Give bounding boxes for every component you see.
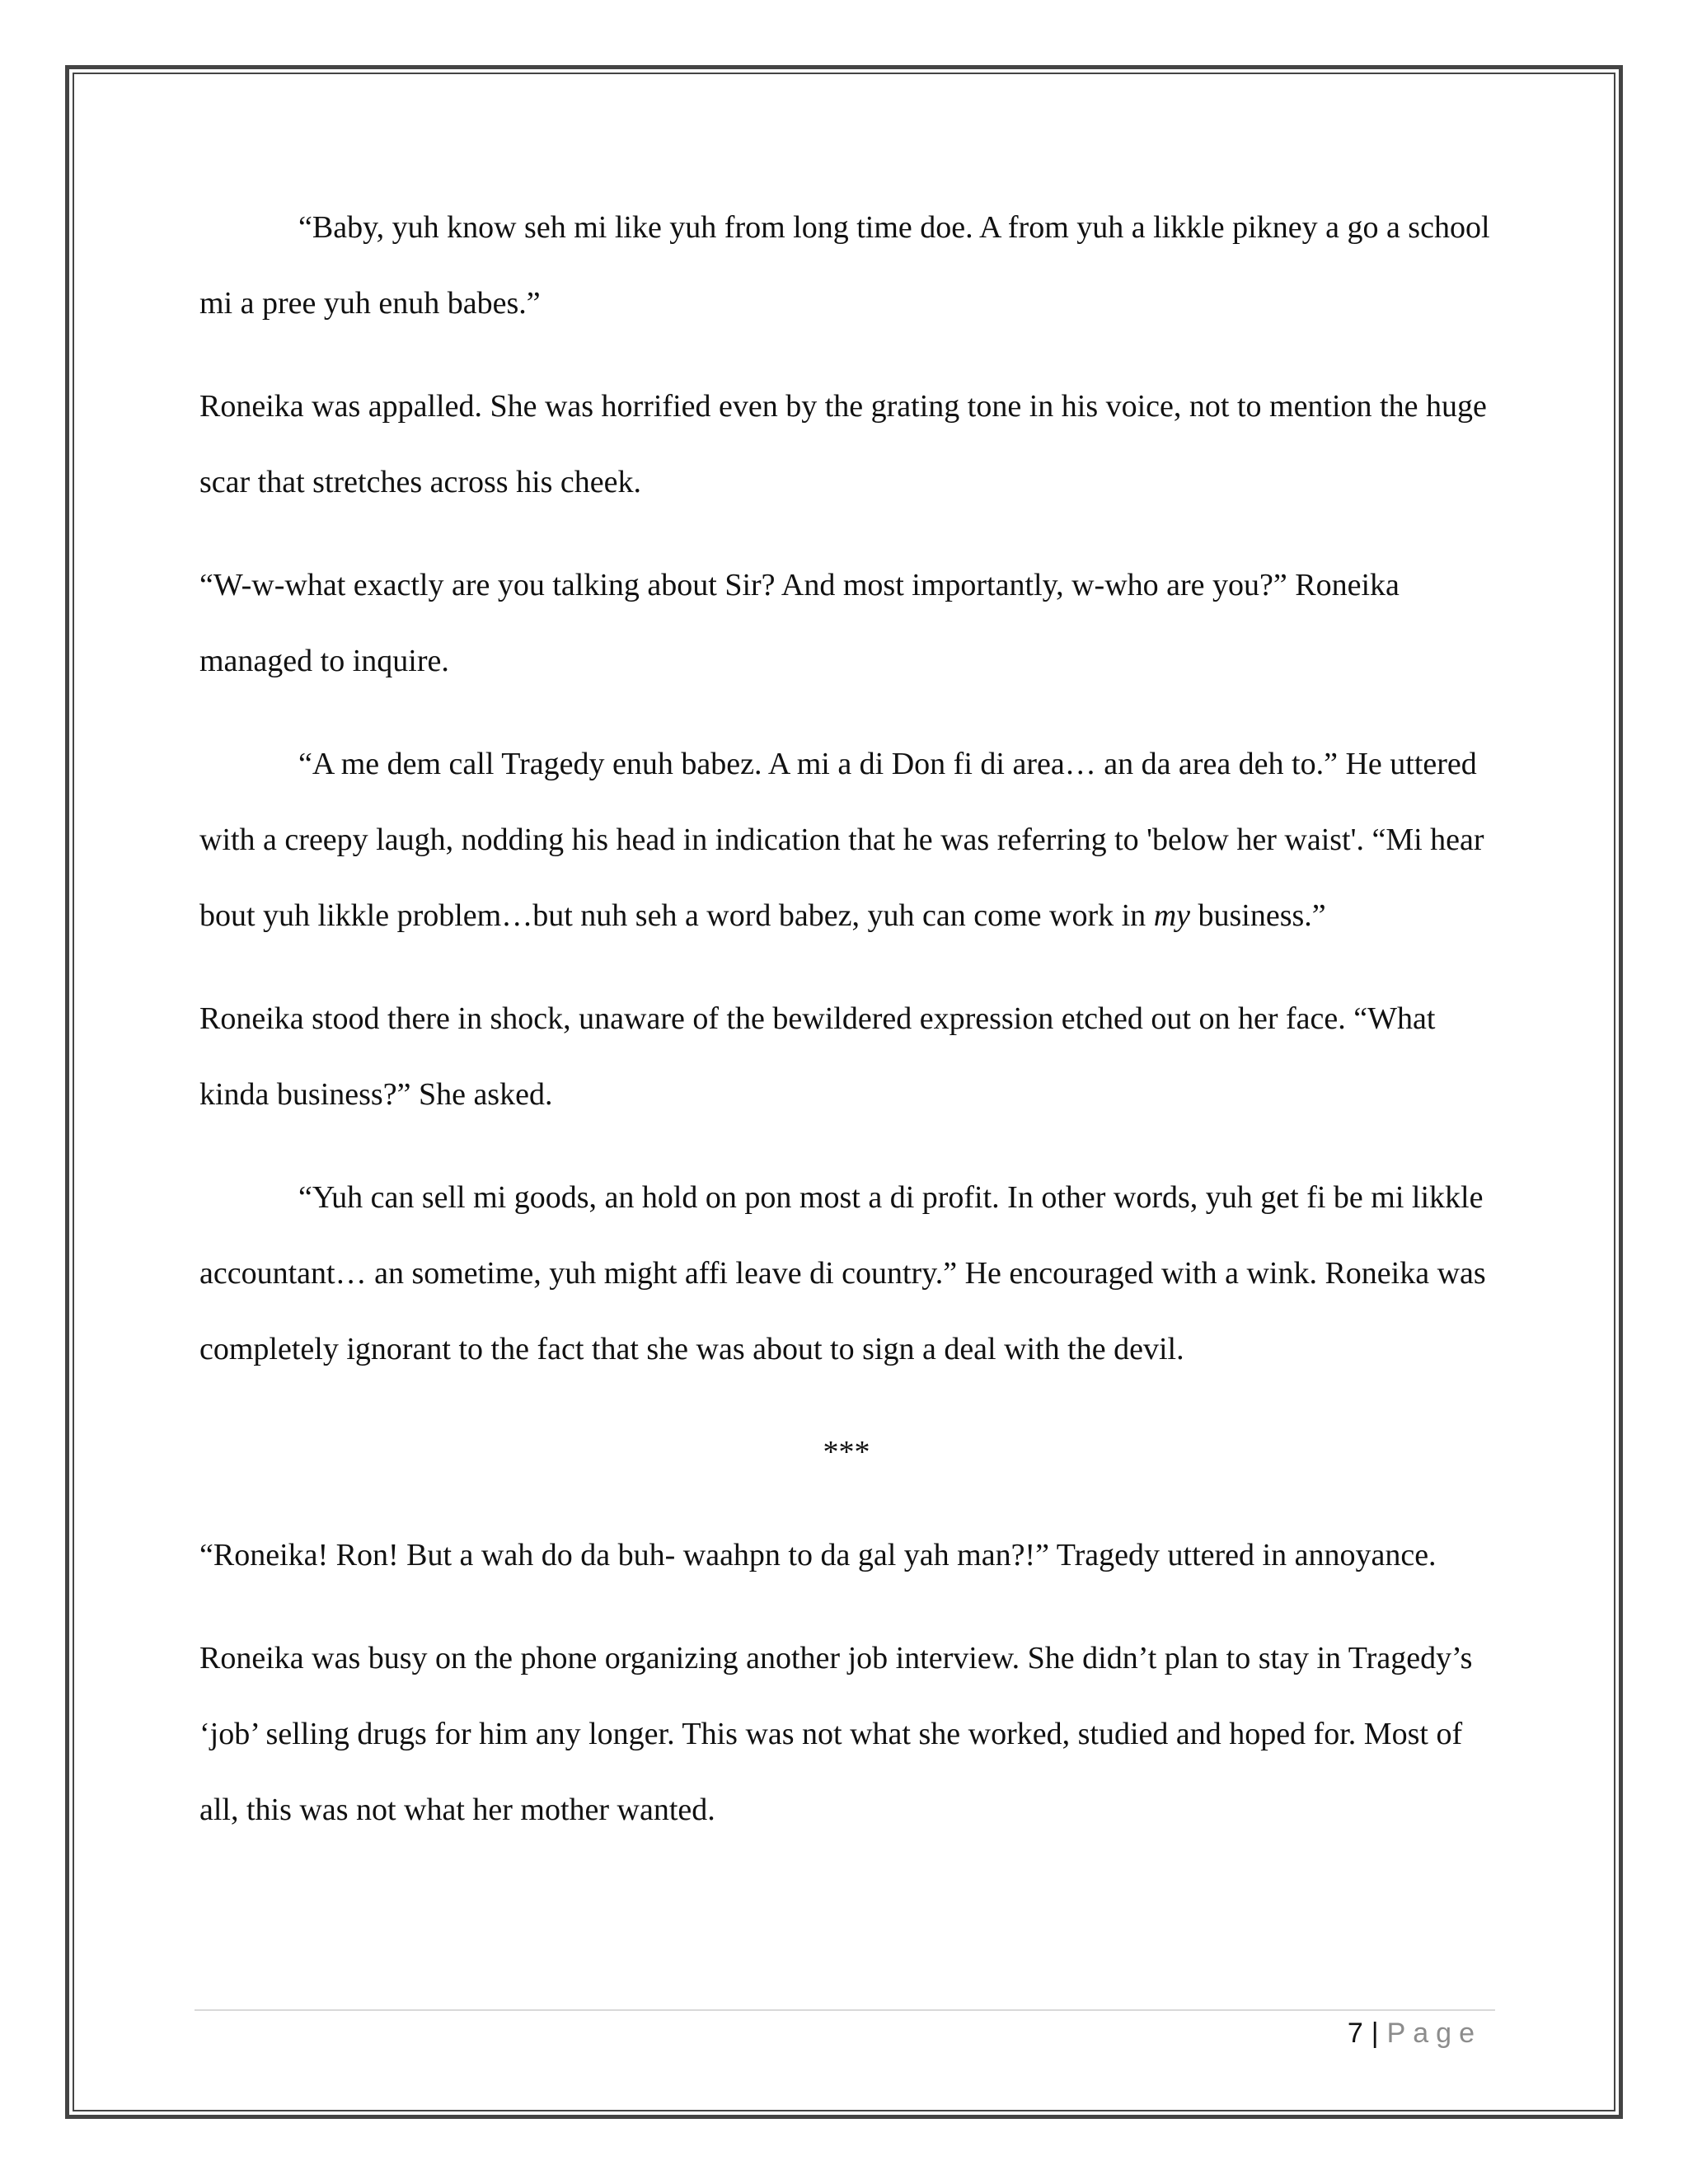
page-footer (1348, 2013, 1482, 2054)
paragraph-4-italic-word: my (1153, 898, 1190, 933)
page-number: 7 (1347, 2018, 1363, 2049)
paragraph-7: “Roneika! Ron! But a wah do da buh- waahpn to da gal yah man?!” Tragedy uttered in annoyance. (199, 1538, 1437, 1572)
paragraph-2: Roneika was appalled. She was horrified even by the grating tone in his voice, not to mention the huge scar that stretches across his cheek. (199, 389, 1487, 499)
paragraph-1: “Baby, yuh know seh mi like yuh from long time doe. A from yuh a likkle pikney a go a school mi a pree yuh enuh babes.” (199, 210, 1490, 321)
scene-divider: *** (823, 1435, 870, 1469)
document-body (199, 190, 1493, 1875)
paragraph-4-text-after: business.” (1190, 898, 1326, 933)
paragraph-3: “W-w-what exactly are you talking about Sir? And most importantly, w-who are you?” Roneika managed to inquire. (199, 568, 1400, 678)
paragraph-6: “Yuh can sell mi goods, an hold on pon most a di profit. In other words, yuh get fi be mi likkle accountant… an sometime, yuh might affi leave di country.” He encouraged with a wink. Roneika was completely ignorant to the fact that she was about to sign a deal with the devil. (199, 1180, 1486, 1366)
footer-rule (195, 2009, 1495, 2011)
paragraph-8: Roneika was busy on the phone organizing another job interview. She didn’t plan to stay in Tragedy’s ‘job’ selling drugs for him any longer. This was not what she worked, studied and hoped for. Most of all, this was not what her mother wanted. (199, 1641, 1473, 1827)
footer-separator: | (1371, 2018, 1379, 2049)
paragraph-4 (199, 726, 1493, 954)
page-label: Page (1386, 2018, 1482, 2049)
paragraph-4-text-before: “A me dem call Tragedy enuh babez. A mi a di Don fi di area… an da area deh to.” He uttered with a creepy laugh, nodding his head in indication that he was referring to 'below her waist'. “Mi hear bout yuh likkle problem…but nuh seh a word babez, yuh can come work in (199, 747, 1484, 933)
paragraph-5: Roneika stood there in shock, unaware of the bewildered expression etched out on her face. “What kinda business?” She asked. (199, 1001, 1436, 1112)
